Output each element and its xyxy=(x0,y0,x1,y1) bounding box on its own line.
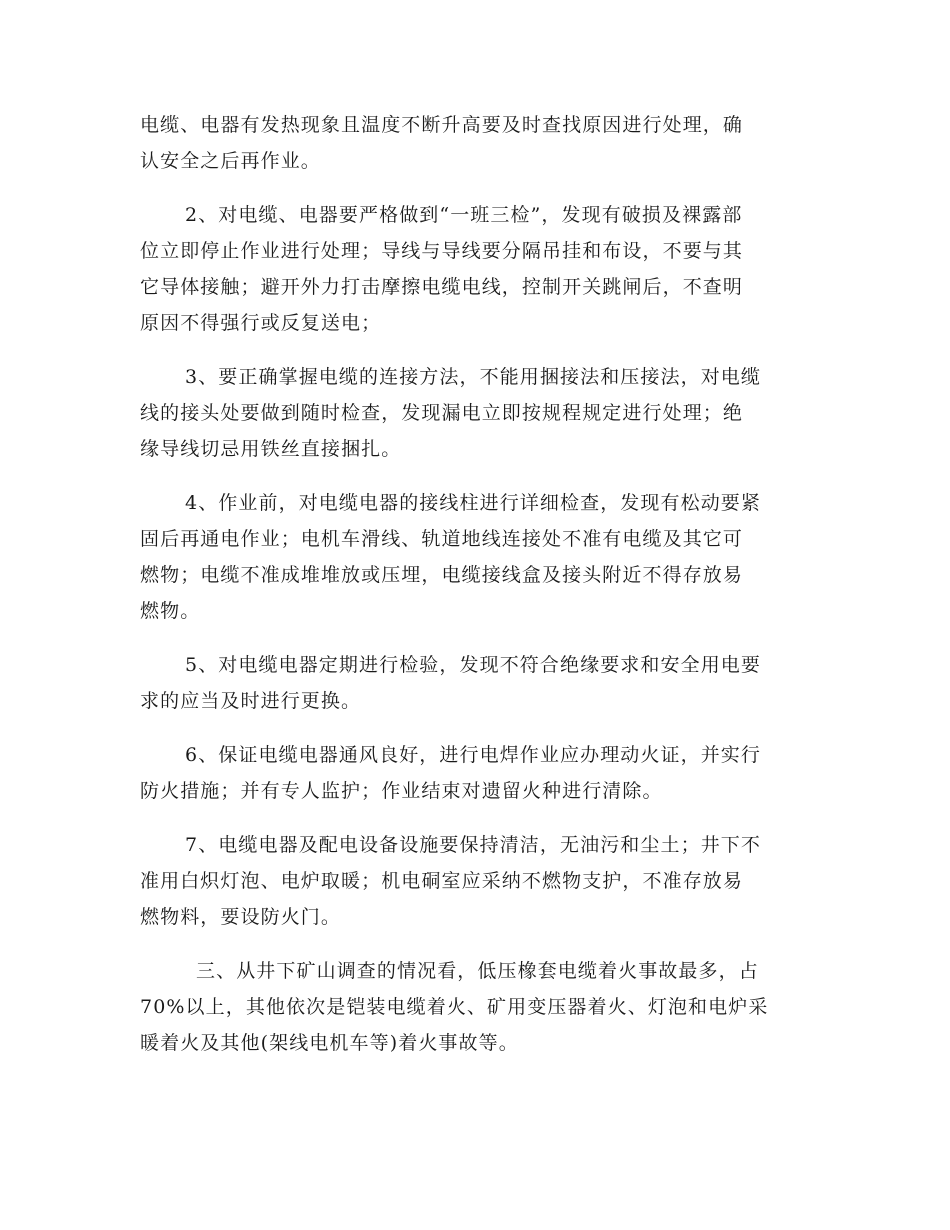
paragraph-line: 4、作业前，对电缆电器的接线柱进行详细检查，发现有松动要紧 xyxy=(185,492,761,514)
paragraph-line: 3、要正确掌握电缆的连接方法，不能用捆接法和压接法，对电缆 xyxy=(185,366,761,388)
paragraph-line: 三、从井下矿山调查的情况看，低压橡套电缆着火事故最多，占 xyxy=(196,960,759,982)
paragraph-line: 缘导线切忌用铁丝直接捆扎。 xyxy=(140,438,402,460)
paragraph-line: 准用白炽灯泡、电炉取暖；机电硐室应采纳不燃物支护，不准存放易 xyxy=(140,870,744,892)
paragraph-line: 7、电缆电器及配电设备设施要保持清洁，无油污和尘土；井下不 xyxy=(185,834,761,856)
paragraph-line: 6、保证电缆电器通风良好，进行电焊作业应办理动火证，并实行 xyxy=(185,744,761,766)
paragraph-line: 防火措施；并有专人监护；作业结束对遗留火种进行清除。 xyxy=(140,780,663,802)
paragraph-line: 原因不得强行或反复送电； xyxy=(140,312,382,334)
paragraph-line: 线的接头处要做到随时检查，发现漏电立即按规程规定进行处理；绝 xyxy=(140,402,744,424)
paragraph-line: 电缆、电器有发热现象且温度不断升高要及时查找原因进行处理，确 xyxy=(140,114,744,136)
paragraph-line: 暖着火及其他(架线电机车等)着火事故等。 xyxy=(140,1032,519,1054)
paragraph-line: 认安全之后再作业。 xyxy=(140,150,321,172)
paragraph-line: 固后再通电作业；电机车滑线、轨道地线连接处不准有电缆及其它可 xyxy=(140,528,744,550)
paragraph-line: 燃物；电缆不准成堆堆放或压埋，电缆接线盒及接头附近不得存放易 xyxy=(140,564,744,586)
paragraph-line: 位立即停止作业进行处理；导线与导线要分隔吊挂和布设，不要与其 xyxy=(140,240,744,262)
paragraph-line: 燃物。 xyxy=(140,600,201,622)
paragraph-line: 70%以上，其他依次是铠装电缆着火、矿用变压器着火、灯泡和电炉采 xyxy=(140,996,769,1018)
paragraph-line: 燃物料，要设防火门。 xyxy=(140,906,342,928)
paragraph-line: 2、对电缆、电器要严格做到“一班三检”，发现有破损及裸露部 xyxy=(185,204,743,226)
paragraph-line: 它导体接触；避开外力打击摩擦电缆电线，控制开关跳闸后，不查明 xyxy=(140,276,744,298)
paragraph-line: 5、对电缆电器定期进行检验，发现不符合绝缘要求和安全用电要 xyxy=(185,654,761,676)
paragraph-line: 求的应当及时进行更换。 xyxy=(140,690,362,712)
